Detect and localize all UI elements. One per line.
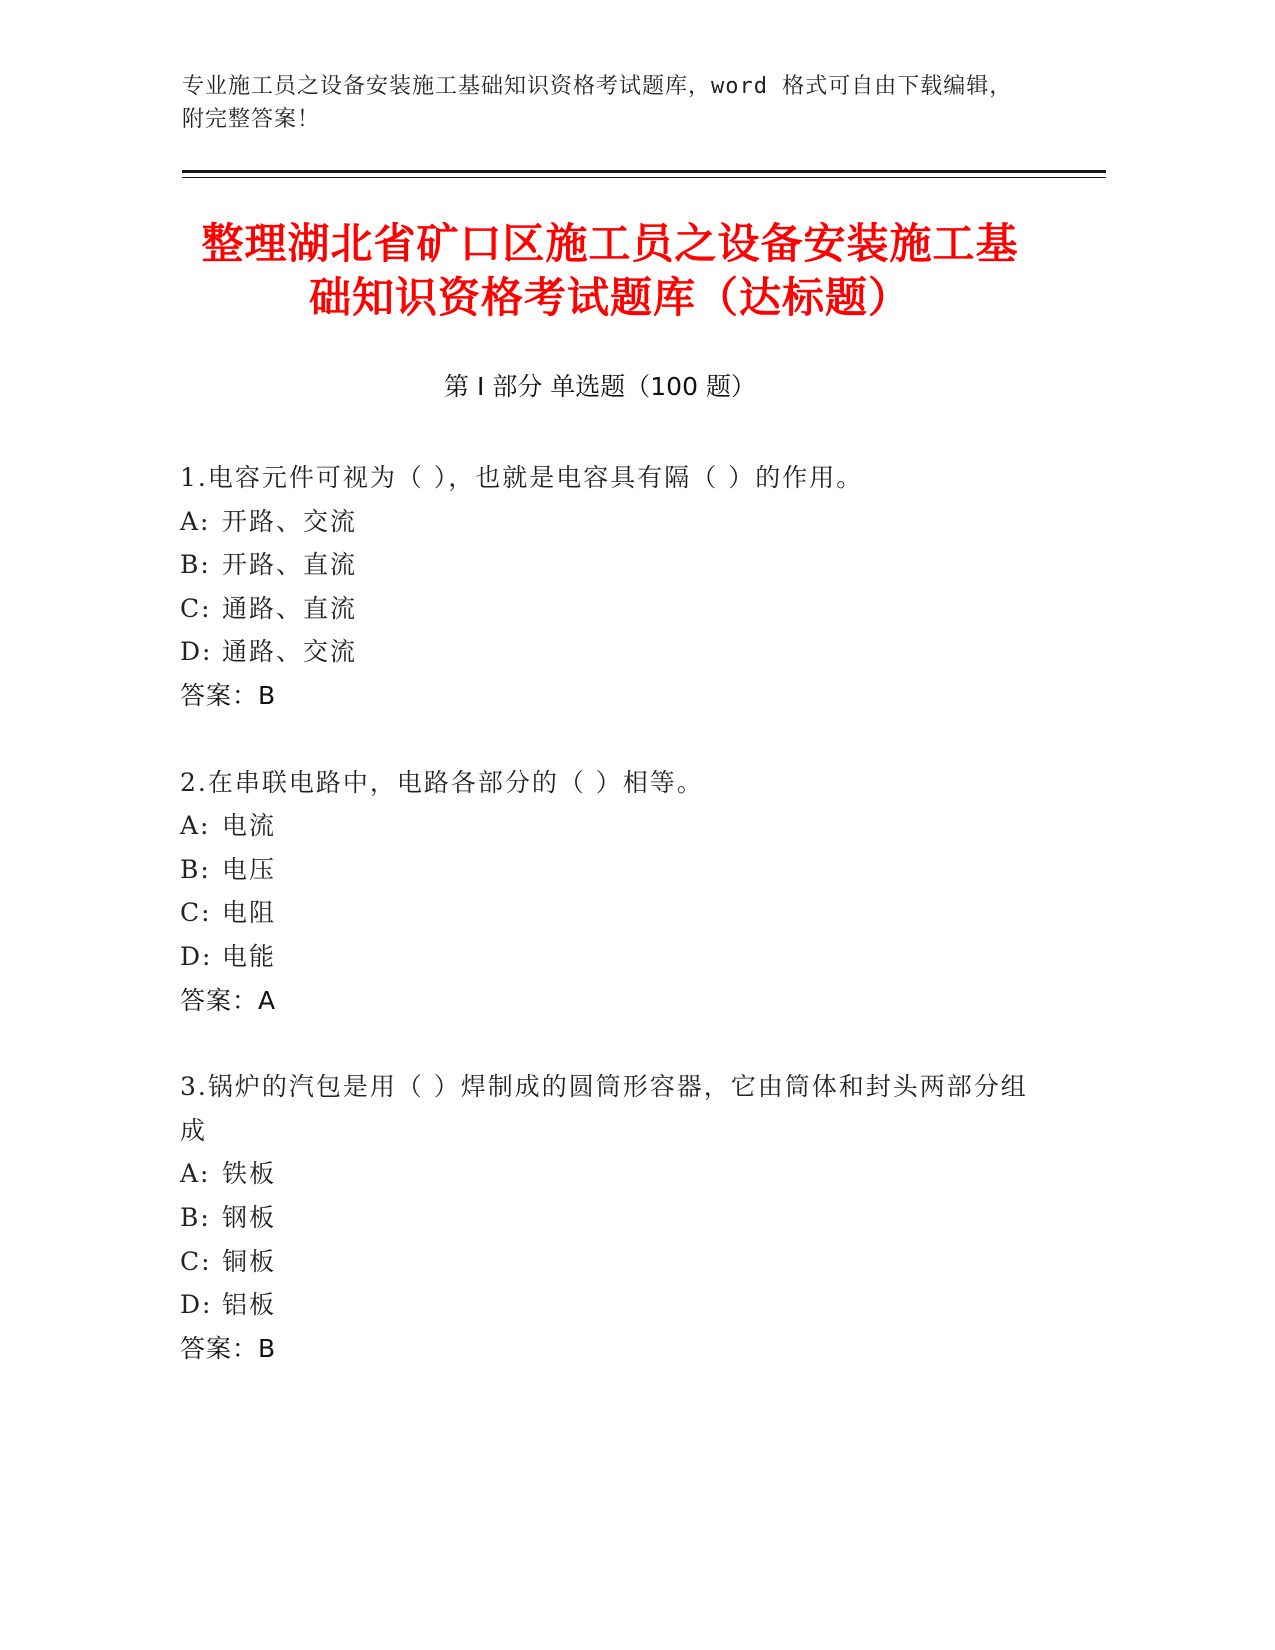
question-2: [180, 761, 1040, 1023]
option-text: 铁板: [222, 1159, 277, 1189]
option-text: 电压: [222, 854, 277, 884]
question-list: [180, 456, 1040, 1413]
option-text: 钢板: [222, 1202, 277, 1232]
option-text: 电能: [222, 941, 277, 971]
header-rule-thick: [182, 170, 1106, 173]
option-text: 电阻: [222, 898, 277, 928]
option-text: 通路、交流: [222, 637, 358, 667]
option-key: B:: [180, 550, 211, 580]
option-a: [180, 1152, 1040, 1196]
option-key: C:: [180, 1246, 212, 1276]
question-stem: 3.锅炉的汽包是用（ ）焊制成的圆筒形容器，它由筒体和封头两部分组成: [180, 1072, 1028, 1145]
option-b: [180, 848, 1040, 892]
option-key: D:: [180, 941, 213, 971]
header-note-line2: 附完整答案！: [182, 107, 321, 132]
document-title-line1: 整理湖北省矿口区施工员之设备安装施工基: [201, 219, 1019, 268]
option-text: 电流: [222, 811, 277, 841]
option-text: 铝板: [222, 1290, 277, 1320]
option-c: [180, 891, 1040, 935]
document-title-line2: 础知识资格考试题库（达标题）: [308, 273, 911, 322]
option-key: D:: [180, 1290, 213, 1320]
question-3: [180, 1065, 1040, 1370]
document-title: [160, 217, 1060, 325]
question-stem: 1.电容元件可视为（ ），也就是电容具有隔（ ）的作用。: [180, 463, 864, 492]
option-key: B:: [180, 854, 211, 884]
option-key: C:: [180, 593, 212, 623]
answer: 答案：B: [180, 1333, 277, 1363]
option-key: A:: [180, 811, 211, 841]
header-note-line1: 专业施工员之设备安装施工基础知识资格考试题库，word 格式可自由下载编辑，: [182, 74, 1013, 99]
option-a: [180, 804, 1040, 848]
option-b: [180, 1196, 1040, 1240]
option-d: [180, 1283, 1040, 1327]
header-note: [182, 70, 1062, 136]
question-stem: 2.在串联电路中，电路各部分的（ ）相等。: [180, 767, 704, 797]
option-key: A:: [180, 1159, 211, 1189]
answer: 答案：B: [180, 680, 277, 710]
option-d: [180, 935, 1040, 979]
option-c: [180, 587, 1040, 631]
question-1: [180, 456, 1040, 718]
answer: 答案：A: [180, 985, 277, 1015]
header-rule-thin: [182, 177, 1106, 178]
option-c: [180, 1240, 1040, 1284]
section-title: 第 I 部分 单选题（100 题）: [444, 372, 756, 401]
option-key: D:: [180, 637, 213, 667]
option-key: A:: [180, 506, 211, 536]
option-d: [180, 630, 1040, 674]
option-text: 开路、直流: [222, 550, 358, 580]
option-text: 通路、直流: [222, 593, 358, 623]
option-key: B:: [180, 1202, 211, 1232]
option-key: C:: [180, 898, 212, 928]
option-text: 开路、交流: [222, 506, 358, 536]
option-text: 铜板: [222, 1246, 277, 1276]
option-b: [180, 543, 1040, 587]
option-a: [180, 500, 1040, 544]
